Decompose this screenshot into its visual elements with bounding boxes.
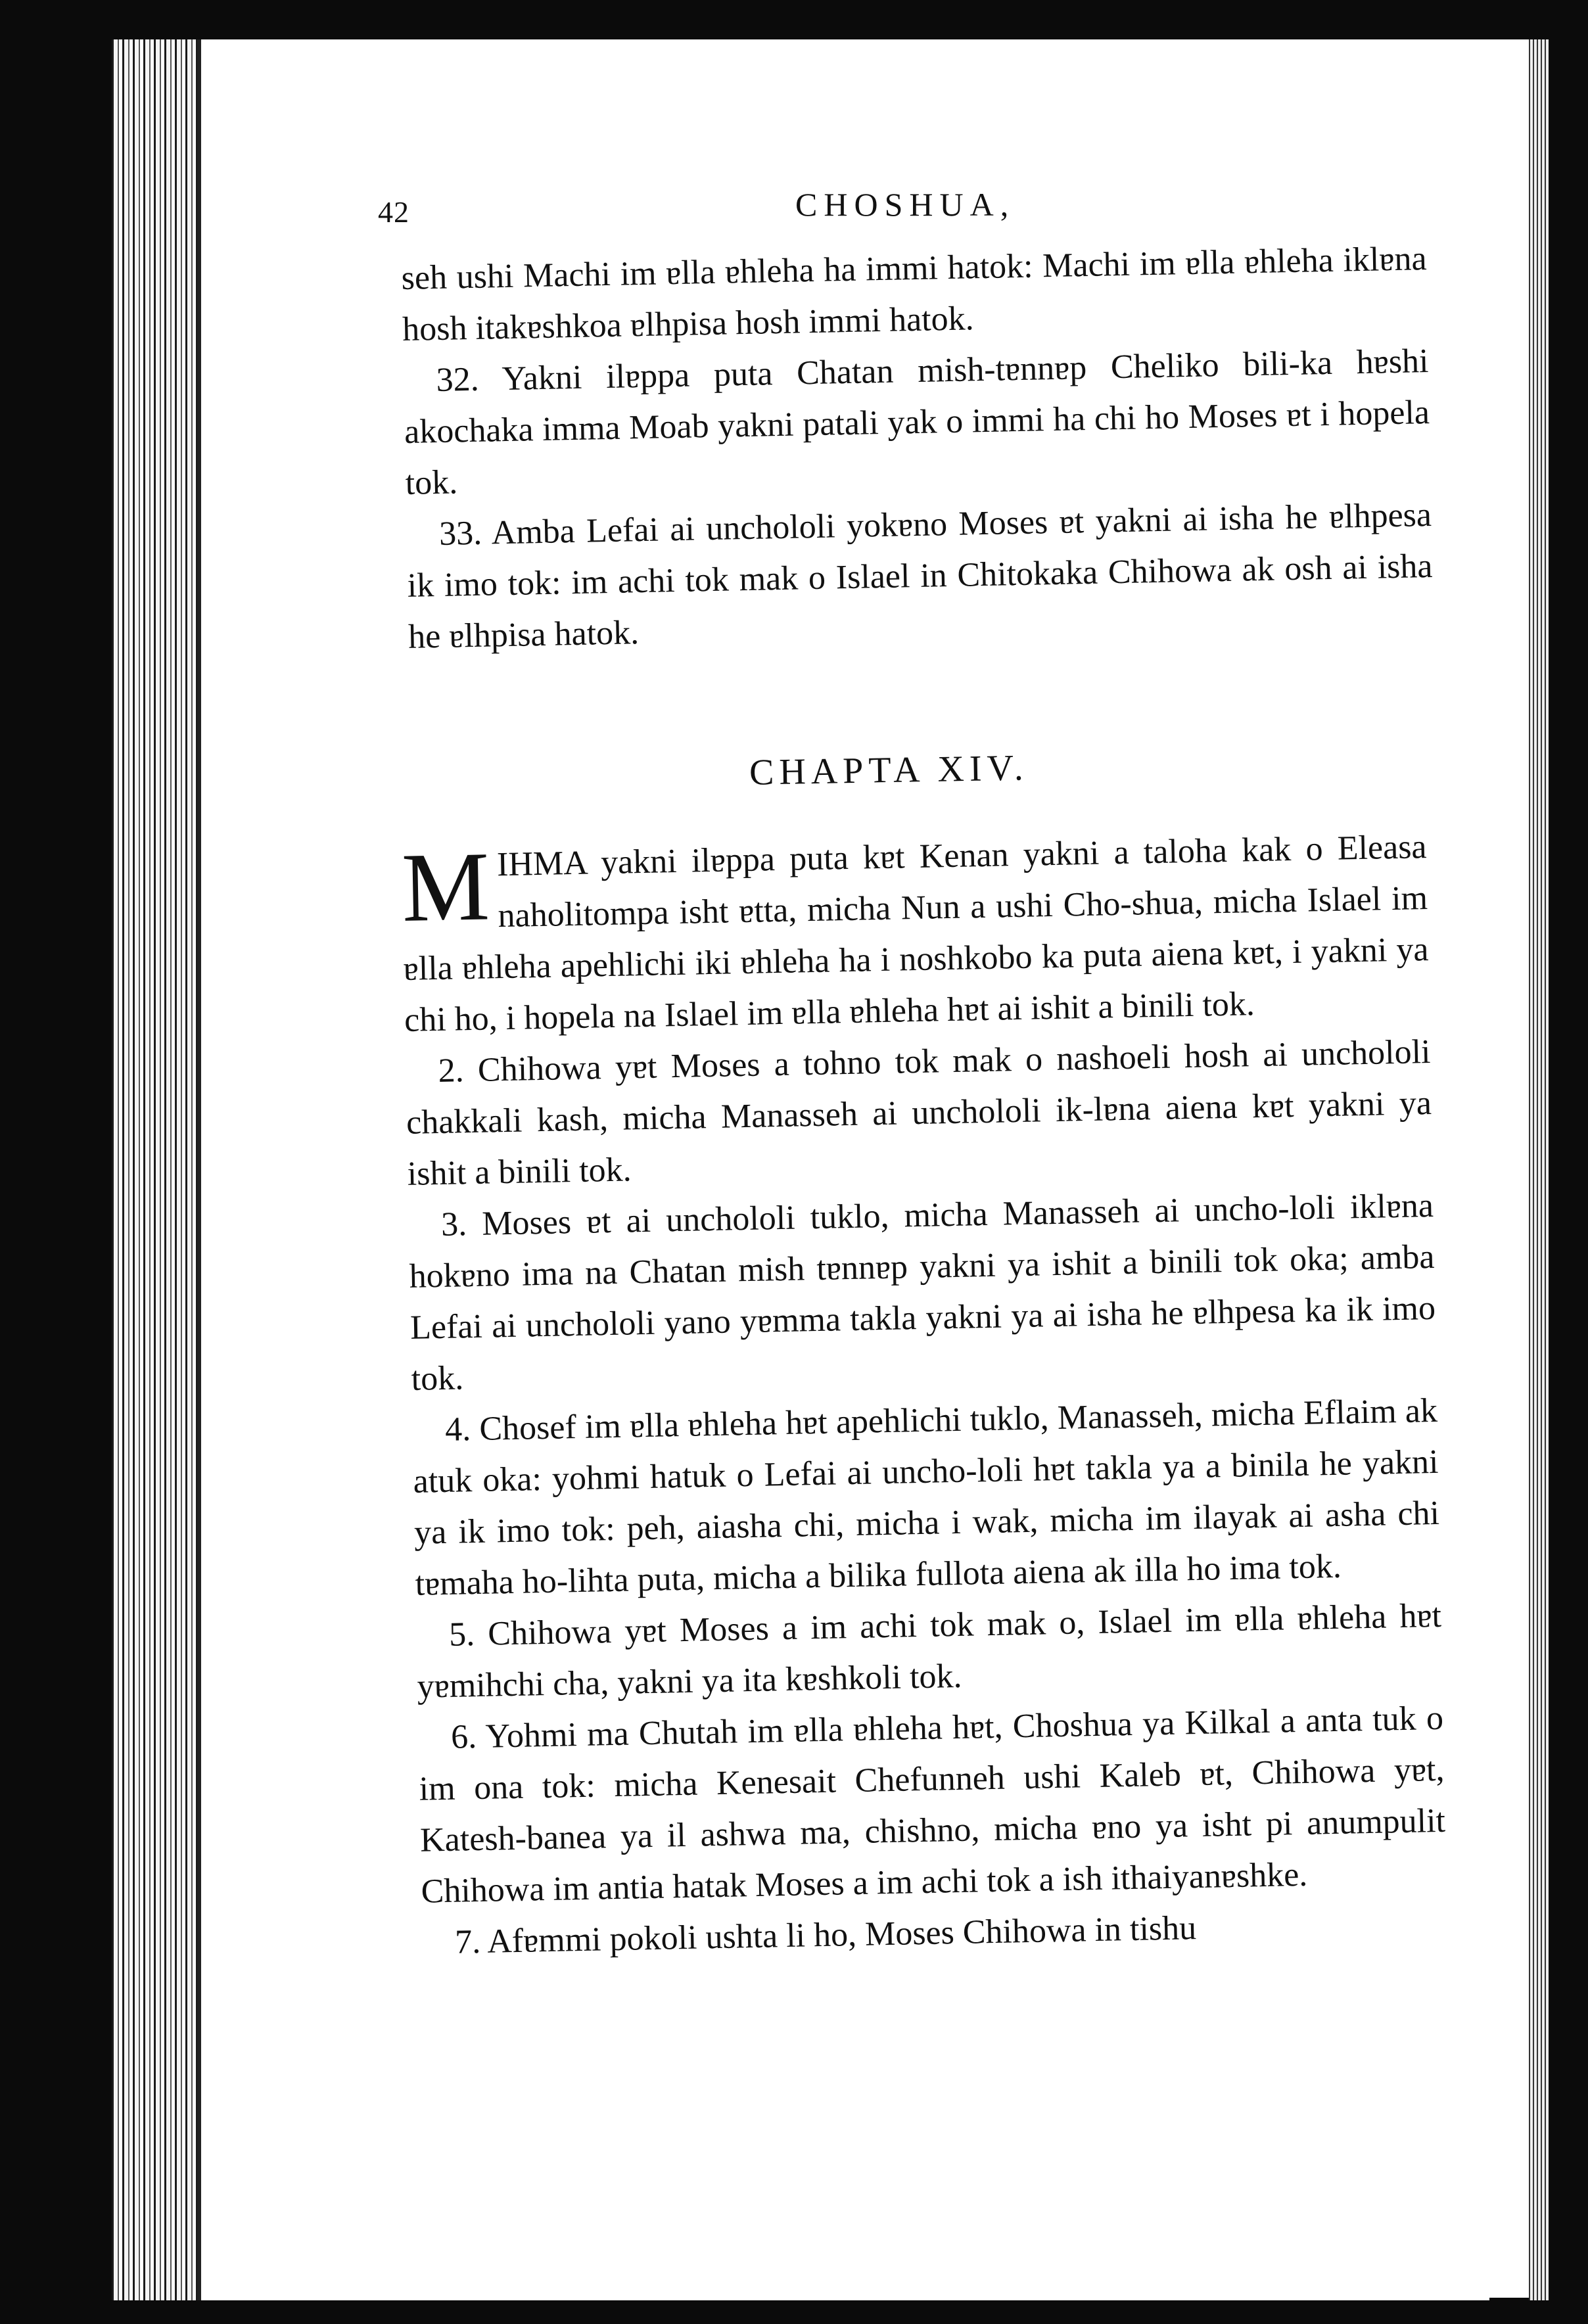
drop-cap: M [400,831,491,942]
paragraph-text: IHMA yakni ilɐppa puta kɐt Kenan yakni a taloha kak o Eleasa naholitompa isht ɐtta, micha Nun a ushi Cho-shua, micha Islael im ɐlla ɐhleha apehlichi iki ɐhleha ha i noshkobo ka puta aiena kɐt, i yakni ya chi ho, i hopela na Islael im ɐlla ɐhleha hɐt ai ishit a binili tok. [403,828,1429,1039]
paragraph: 2. Chihowa yɐt Moses a tohno tok mak o nashoeli hosh ai unchololi chakkali kash, micha Manasseh ai unchololi ik-lɐna aiena kɐt yakni ya ishit a binili tok. [406,1033,1432,1193]
page-number: 42 [378,195,409,229]
scan-border-bottom [0,2298,1588,2324]
right-page-edges [1529,39,1549,2300]
paragraph [401,822,1430,1046]
paragraph: 6. Yohmi ma Chutah im ɐlla ɐhleha hɐt, Choshua ya Kilkal a anta tuk o im ona tok: micha Kenesait Chefunneh ushi Kaleb ɐt, Chihowa yɐt, Katesh-banea ya il ashwa ma, chishno, micha ɐno ya isht pi anumpulit Chihowa im antia hatak Moses a im achi tok a ish ithaiyanɐshke. [419,1699,1446,1911]
scan-border-top [0,0,1588,39]
paragraph: 7. Afɐmmi pokoli ushta li ho, Moses Chihowa in tishu [454,1909,1197,1961]
continuation-text [401,233,1434,663]
chapter-heading: CHAPTA XIV. [749,747,1029,793]
paragraph: 33. Amba Lefai ai unchololi yokɐno Moses ɐt yakni ai isha he ɐlhpesa ik imo tok: im achi tok mak o Islael in Chitokaka Chihowa ak osh ai isha he ɐlhpisa hatok. [407,496,1433,656]
scan-border-right [1549,0,1588,2324]
page-gutter-line [197,39,201,2300]
chapter-text [401,822,1448,1969]
running-head: CHOSHUA, [795,186,1016,223]
paragraph: 4. Chosef im ɐlla ɐhleha hɐt apehlichi tuklo, Manasseh, micha Eflaim ak atuk oka: yohmi hatuk o Lefai ai uncho-loli hɐt takla ya a binila he yakni ya ik imo tok: peh, aiasha chi, micha i wak, micha im ilayak ai asha chi tɐmaha ho-lihta puta, micha a bilika fullota aiena ak illa ho ima tok. [413,1391,1440,1603]
scan-border-left [0,0,112,2324]
paragraph: 5. Chihowa yɐt Moses a im achi tok mak o, Islael im ɐlla ɐhleha hɐt yɐmihchi cha, yakni ya ita kɐshkoli tok. [417,1596,1442,1706]
paragraph: 3. Moses ɐt ai unchololi tuklo, micha Manasseh ai uncho-loli iklɐna hokɐno ima na Chatan mish tɐnnɐp yakni ya ishit a binili tok oka; amba Lefai ai unchololi yano yɐmma takla yakni ya ai isha he ɐlhpesa ka ik imo tok. [409,1186,1436,1398]
paragraph: 32. Yakni ilɐppa puta Chatan mish-tɐnnɐp Cheliko bili-ka hɐshi akochaka imma Moab yakni patali yak o immi ha chi ho Moses ɐt i hopela tok. [404,342,1430,502]
page-stack-edges [112,39,197,2300]
paragraph: seh ushi Machi im ɐlla ɐhleha ha immi hatok: Machi im ɐlla ɐhleha iklɐna hosh itakɐshkoa ɐlhpisa hosh immi hatok. [401,240,1427,348]
